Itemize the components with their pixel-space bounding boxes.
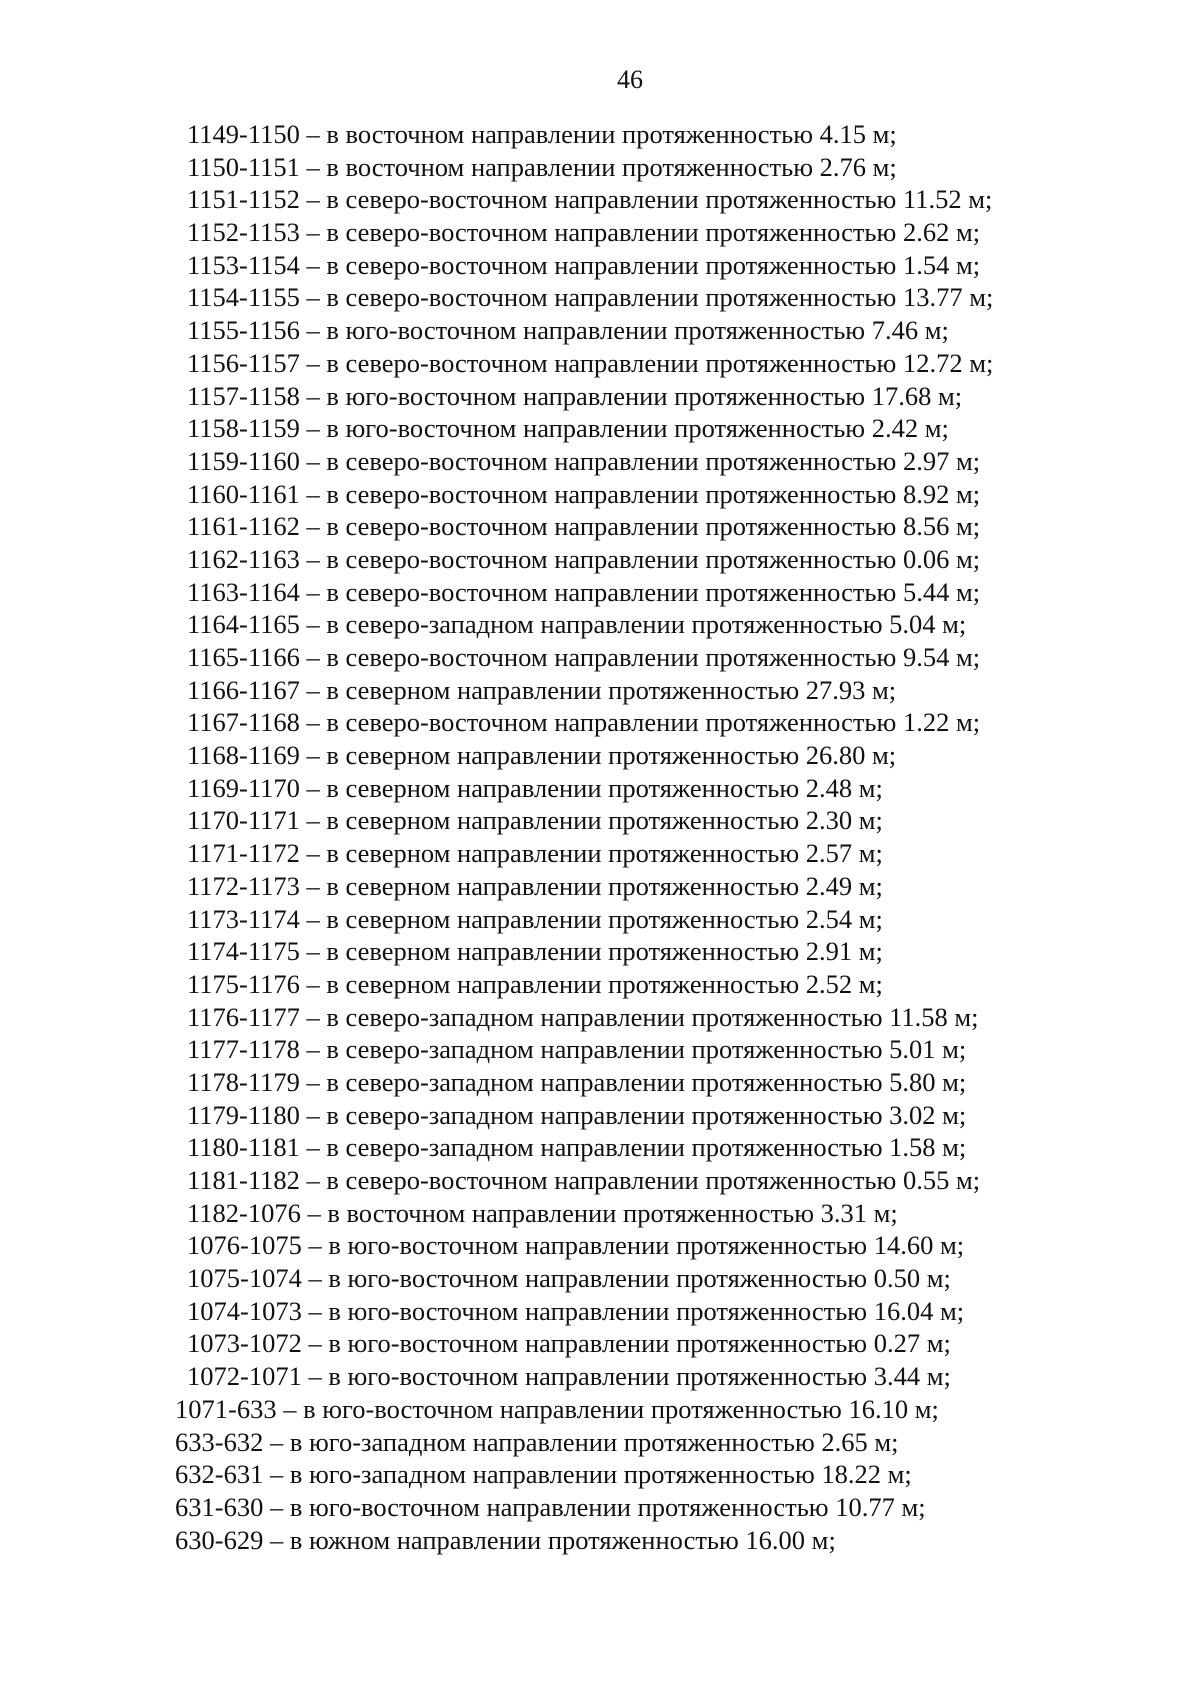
boundary-segment-line: 1167-1168 – в северо-восточном направлении протяженностью 1.22 м;: [187, 707, 981, 738]
boundary-segment-line: 1172-1173 – в северном направлении протяженностью 2.49 м;: [187, 870, 883, 901]
boundary-segment-line: 1075-1074 – в юго-восточном направлении протяженностью 0.50 м;: [187, 1263, 951, 1294]
boundary-segment-line: 1071-633 – в юго-восточном направлении протяженностью 16.10 м;: [175, 1393, 939, 1424]
boundary-segment-line: 1173-1174 – в северном направлении протяженностью 2.54 м;: [187, 903, 883, 934]
boundary-segment-line: 1072-1071 – в юго-восточном направлении протяженностью 3.44 м;: [187, 1361, 951, 1392]
boundary-segment-line: 1161-1162 – в северо-восточном направлении протяженностью 8.56 м;: [187, 511, 981, 542]
page-number: 46: [617, 65, 643, 94]
boundary-segment-line: 1166-1167 – в северном направлении протяженностью 27.93 м;: [187, 674, 897, 705]
boundary-segment-line: 1171-1172 – в северном направлении протяженностью 2.57 м;: [187, 838, 883, 869]
boundary-segment-line: 632-631 – в юго-западном направлении протяженностью 18.22 м;: [175, 1459, 912, 1490]
boundary-segment-line: 1165-1166 – в северо-восточном направлении протяженностью 9.54 м;: [187, 642, 981, 672]
boundary-segment-line: 1162-1163 – в северо-восточном направлении протяженностью 0.06 м;: [187, 543, 981, 574]
boundary-segment-line: 1170-1171 – в северном направлении протяженностью 2.30 м;: [187, 805, 883, 836]
boundary-segment-line: 631-630 – в юго-восточном направлении протяженностью 10.77 м;: [175, 1491, 926, 1522]
boundary-segment-line: 1156-1157 – в северо-восточном направлении протяженностью 12.72 м;: [187, 347, 994, 378]
boundary-segment-line: 1177-1178 – в северо-западном направлении протяженностью 5.01 м;: [187, 1034, 967, 1065]
boundary-segment-line: 1150-1151 – в восточном направлении протяженностью 2.76 м;: [187, 151, 897, 182]
boundary-segment-line: 1151-1152 – в северо-восточном направлении протяженностью 11.52 м;: [187, 184, 993, 215]
boundary-segment-line: 1157-1158 – в юго-восточном направлении протяженностью 17.68 м;: [187, 380, 963, 411]
boundary-segment-line: 1149-1150 – в восточном направлении протяженностью 4.15 м;: [187, 119, 897, 149]
boundary-segment-line: 1073-1072 – в юго-восточном направлении протяженностью 0.27 м;: [187, 1328, 951, 1359]
boundary-segment-line: 633-632 – в юго-западном направлении протяженностью 2.65 м;: [175, 1426, 899, 1457]
boundary-segment-line: 1181-1182 – в северо-восточном направлении протяженностью 0.55 м;: [187, 1165, 981, 1195]
boundary-segment-list: [175, 118, 1140, 1556]
boundary-segment-line: 1163-1164 – в северо-восточном направлении протяженностью 5.44 м;: [187, 576, 981, 607]
boundary-segment-line: 1180-1181 – в северо-западном направлении протяженностью 1.58 м;: [187, 1132, 967, 1163]
boundary-segment-line: 1182-1076 – в восточном направлении протяженностью 3.31 м;: [187, 1197, 898, 1228]
boundary-segment-line: 1174-1175 – в северном направлении протяженностью 2.91 м;: [187, 936, 883, 967]
boundary-segment-line: 1153-1154 – в северо-восточном направлении протяженностью 1.54 м;: [187, 249, 981, 280]
boundary-segment-line: 1178-1179 – в северо-западном направлении протяженностью 5.80 м;: [187, 1066, 967, 1097]
boundary-segment-line: 1169-1170 – в северном направлении протяженностью 2.48 м;: [187, 772, 883, 803]
boundary-segment-line: 1154-1155 – в северо-восточном направлении протяженностью 13.77 м;: [187, 282, 994, 313]
boundary-segment-line: 1074-1073 – в юго-восточном направлении протяженностью 16.04 м;: [187, 1295, 965, 1326]
boundary-segment-line: 1179-1180 – в северо-западном направлении протяженностью 3.02 м;: [187, 1099, 967, 1130]
boundary-segment-line: 1152-1153 – в северо-восточном направлении протяженностью 2.62 м;: [187, 217, 981, 248]
boundary-segment-line: 1159-1160 – в северо-восточном направлении протяженностью 2.97 м;: [187, 445, 981, 476]
boundary-segment-line: 1158-1159 – в юго-восточном направлении протяженностью 2.42 м;: [187, 413, 949, 444]
boundary-segment-line: 1160-1161 – в северо-восточном направлении протяженностью 8.92 м;: [187, 478, 981, 509]
boundary-segment-line: 630-629 – в южном направлении протяженностью 16.00 м;: [175, 1524, 836, 1555]
boundary-segment-line: 1164-1165 – в северо-западном направлении протяженностью 5.04 м;: [187, 609, 967, 640]
boundary-segment-line: 1168-1169 – в северном направлении протяженностью 26.80 м;: [187, 740, 897, 771]
boundary-segment-line: 1176-1177 – в северо-западном направлении протяженностью 11.58 м;: [187, 1001, 979, 1032]
boundary-segment-line: 1155-1156 – в юго-восточном направлении протяженностью 7.46 м;: [187, 315, 949, 346]
boundary-segment-line: 1175-1176 – в северном направлении протяженностью 2.52 м;: [187, 968, 883, 999]
boundary-segment-line: 1076-1075 – в юго-восточном направлении протяженностью 14.60 м;: [187, 1230, 965, 1261]
